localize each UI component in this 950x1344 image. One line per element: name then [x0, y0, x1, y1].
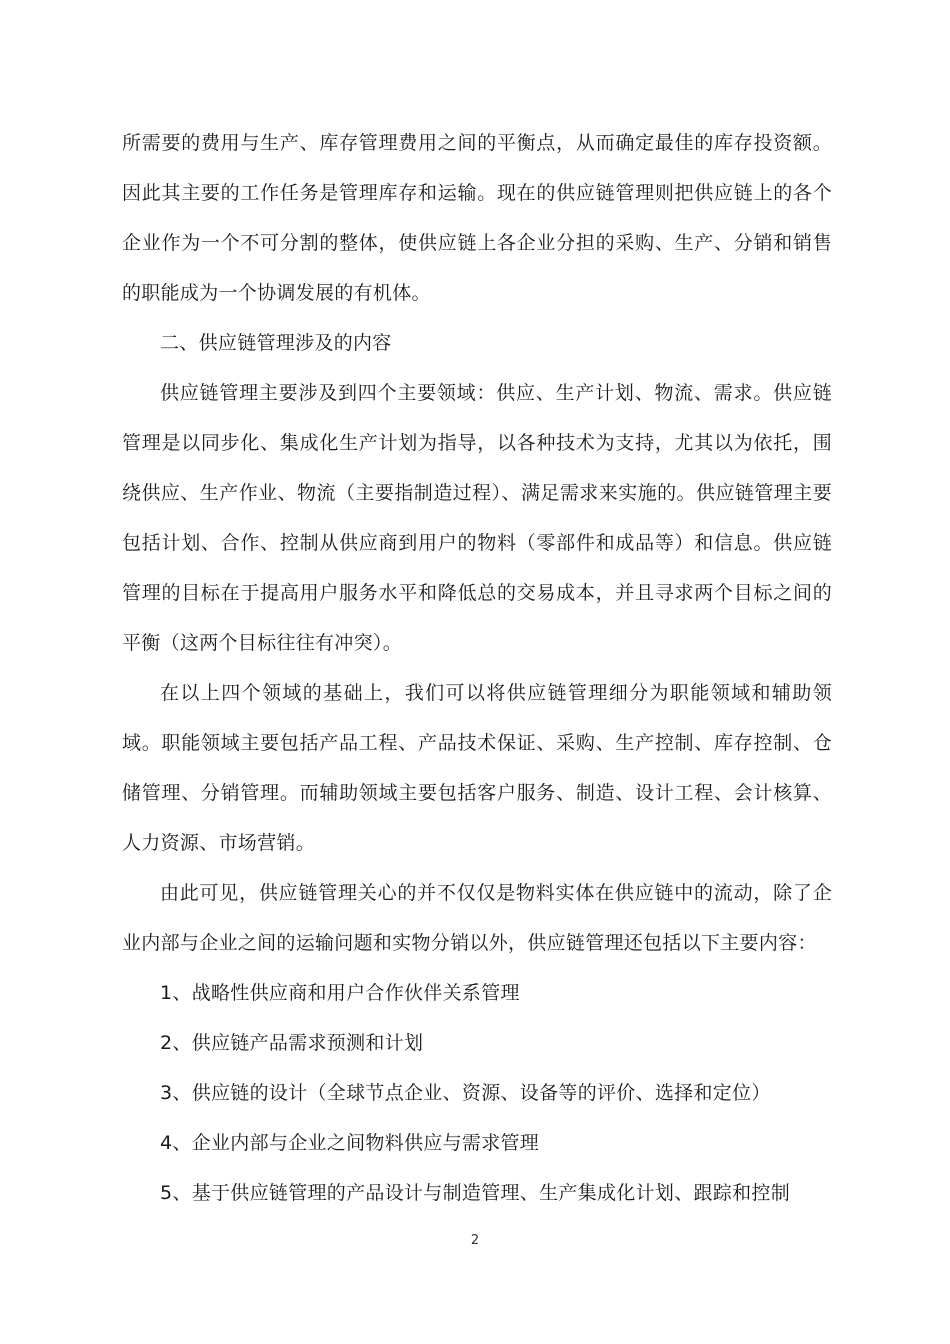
document-body	[122, 118, 832, 1218]
paragraph-domains: 在以上四个领域的基础上，我们可以将供应链管理细分为职能领域和辅助领域。职能领域主要包括产品工程、产品技术保证、采购、生产控制、库存控制、仓储管理、分销管理。而辅助领域主要包括客户服务、制造、设计工程、会计核算、人力资源、市场营销。	[122, 682, 832, 854]
list-item: 5、基于供应链管理的产品设计与制造管理、生产集成化计划、跟踪和控制	[160, 1182, 790, 1204]
list-item: 1、战略性供应商和用户合作伙伴关系管理	[160, 982, 520, 1004]
page-number: 2	[470, 1233, 480, 1248]
paragraph-scope: 供应链管理主要涉及到四个主要领域：供应、生产计划、物流、需求。供应链管理是以同步化、集成化生产计划为指导，以各种技术为支持，尤其以为依托，围绕供应、生产作业、物流（主要指制造过程）、满足需求来实施的。供应链管理主要包括计划、合作、控制从供应商到用户的物料（零部件和成品等）和信息。供应链管理的目标在于提高用户服务水平和降低总的交易成本，并且寻求两个目标之间的平衡（这两个目标往往有冲突）。	[122, 382, 832, 654]
section-heading: 二、供应链管理涉及的内容	[160, 332, 392, 354]
list-item: 2、供应链产品需求预测和计划	[160, 1032, 424, 1054]
paragraph-continuation: 所需要的费用与生产、库存管理费用之间的平衡点，从而确定最佳的库存投资额。因此其主要的工作任务是管理库存和运输。现在的供应链管理则把供应链上的各个企业作为一个不可分割的整体，使供应链上各企业分担的采购、生产、分销和销售的职能成为一个协调发展的有机体。	[122, 132, 832, 304]
paragraph-summary: 由此可见，供应链管理关心的并不仅仅是物料实体在供应链中的流动，除了企业内部与企业之间的运输问题和实物分销以外，供应链管理还包括以下主要内容：	[122, 882, 832, 954]
list-item: 4、企业内部与企业之间物料供应与需求管理	[160, 1132, 540, 1154]
list-item: 3、供应链的设计（全球节点企业、资源、设备等的评价、选择和定位）	[160, 1082, 771, 1104]
